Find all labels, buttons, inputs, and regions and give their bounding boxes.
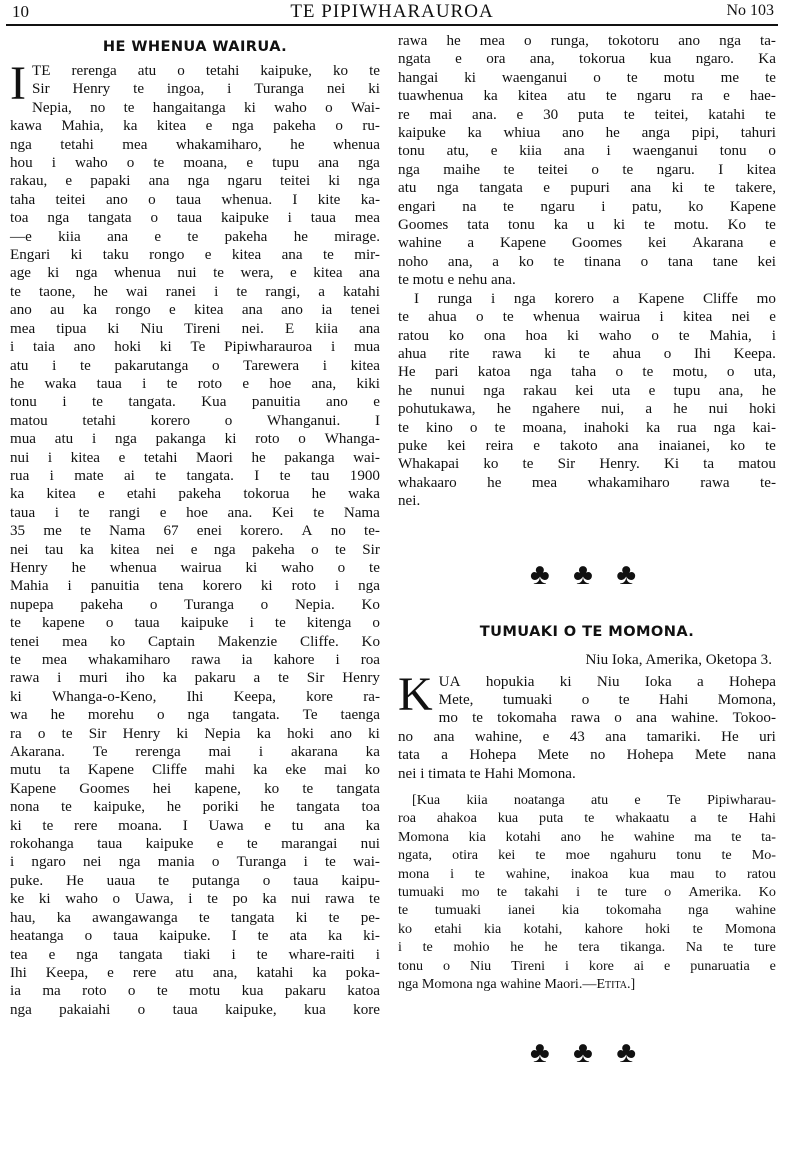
text-line: te motu e nehu ana. (398, 272, 516, 289)
text-line: kawa Mahia, ka kitea e nga pakeha o ru- (10, 118, 380, 135)
text-line: te ahua o te whenua wairua i kitea nei e (398, 309, 776, 326)
text-line: tonu o Niu Tireni i kore ai e punaruatia e (398, 957, 776, 974)
text-line: he waka taua i te roto e hoe ana, kiki (10, 375, 380, 392)
text-line: ngata, otira kei te moe ngahuru tonu te Mo- (398, 847, 776, 864)
text-line: ngata e ora ana, tokorua kua ngaro. Ka (398, 51, 776, 68)
text-line: nei tau ka kitea nei e nga pakeha o te Sir (10, 541, 380, 558)
text-line: heatanga o taua kaipuke. I te ata ka ki- (10, 928, 380, 945)
text-line: tea e nga tangata tiaki i te whare-raiti i (10, 946, 380, 963)
text-line: rakau, e papaki ana nga ngaru teitei ki nga (10, 173, 380, 190)
article-2-body (398, 667, 776, 783)
text-line: rawa i muri iho ka pakaru a te Sir Henry (10, 670, 380, 687)
text-line: i taia ano hoki ki Te Pipiwharauroa i mua (10, 339, 380, 356)
text-line: nei i timata te Hahi Momona. (398, 765, 576, 782)
text-line: Akarana. Te rerenga mai i akarana ka (10, 744, 380, 761)
text-line: Sir Henry te ingoa, i Turanga nei ki (31, 81, 380, 98)
text-line: nga tetahi mea whakamiharo, he whenua (10, 136, 380, 153)
text-line: Ihi Keepa, e rere atu ana, katahi ka poka- (10, 964, 380, 981)
clubs-ornament-2: ♣ ♣ ♣ (529, 1036, 645, 1070)
text-line: puke. He uaua te putanga o taua kaipu- (10, 872, 380, 889)
text-line: ka kitea e etahi pakeha tokorua he waka (10, 486, 380, 503)
text-line: re mai ana. e 30 puta te teitei, katahi te (398, 106, 776, 123)
text-line: tonu i te tangata. Kua panuitia ano e (10, 394, 380, 411)
text-line: mo te tokomaha rawa o ana wahine. Tokoo- (438, 710, 776, 727)
text-line: I runga i nga korero a Kapene Cliffe mo (414, 290, 776, 307)
text-line: atu i te pakarutanga o Tarewera i kitea (10, 357, 380, 374)
text-line: nga pakaiahi o taua kaipuke, kua kore (10, 1001, 380, 1018)
text-line: puke kei reira e takoto ana inaianei, ko te (398, 437, 776, 454)
text-line: tumuaki mo te takahi i te ture o Amerika. Ko (398, 884, 776, 901)
text-line: TE rerenga atu o tetahi kaipuke, ko te (31, 63, 380, 79)
text-line: i ngaro nei nga mania o Turanga i te wai- (10, 854, 380, 871)
issue-number: No 103 (726, 2, 774, 19)
text-line: ko etahi kia kotahi, kahore hoki te Momona (398, 920, 776, 937)
article-heading-2: TUMUAKI O TE MOMONA. (479, 622, 695, 640)
text-line: ki Whanga-o-Keno, Ihi Keepa, kore ra- (10, 688, 380, 705)
text-line: hou i waho o te moana, e tupu ana nga (10, 155, 380, 172)
text-line: nga maihe te teitei o te ngaru. I kitea (398, 161, 776, 178)
text-line: ra o te Sir Henry ki Nepia ka hoki ano ki (10, 725, 380, 742)
right-column (398, 32, 776, 1073)
text-line: whakaaro he mea whakamiharo rawa te- (398, 474, 776, 491)
text-line: no ana wahine, e 43 ana tamariki. He uri (398, 728, 776, 745)
article-body-left (10, 57, 380, 1019)
text-line: mea tipua ki Niu Tireni nei. E kiia ana (10, 320, 380, 337)
page-header (6, 2, 778, 26)
text-line: te kino o te moana, inahoki ka rua nga kai- (398, 419, 776, 436)
text-line: wa he morehu o nga tangata. Te taenga (10, 707, 380, 724)
text-line: nei. (398, 493, 421, 510)
left-column (10, 32, 380, 1019)
text-line: te taone, he wai ranei i te rangi, a katahi (10, 283, 380, 300)
text-line: noho ana, a ko te tinana o tana tane kei (398, 253, 776, 270)
text-line: mua atu i nga pakanga ki roto o Whanga- (10, 431, 380, 448)
newspaper-title: TE PIPIWHARAUROA (290, 1, 494, 22)
text-line: atu nga tangata e pupuri ana ki te takere, (398, 180, 776, 197)
text-line: ratou ko ona hoa ki waho o te Mahia, i (398, 327, 776, 344)
text-line: Nepia, no te hangaitanga ki waho o Wai- (31, 99, 380, 116)
text-line: He pari katoa nga taha o te motu, o uta, (398, 364, 776, 381)
text-line: rua i mate ai te tangata. I te tau 1900 (10, 467, 380, 484)
text-line: tonu atu, e kiia ana i waenganui tonu o (398, 143, 776, 160)
article-body-right (398, 32, 776, 511)
text-line: nui i kitea e tetahi Maori he pakanga wai- (10, 449, 380, 466)
text-line: kaipuke ka whiua ano he anga pipi, tahuri (398, 125, 776, 142)
text-line: taua i te rangi e hoe ana. Kei te Nama (10, 504, 380, 521)
text-line: ia ma roto o te motu kua pakaru katoa (10, 983, 380, 1000)
text-line: te kapene o taua kaipuke i te kitenga o (10, 615, 380, 632)
text-line: pohutukawa, he ngahere nui, a he nui hoki (398, 401, 776, 418)
text-line: rokohanga taua kaipuke e te marangai nui (10, 836, 380, 853)
text-line: Whakapai ko te Sir Henry. Ki ta matou (398, 456, 776, 473)
text-line: tuawhenua ka kitea atu te ngaru ra e hae- (398, 88, 776, 105)
text-line: 35 me te Nama 67 enei korero. A no te- (10, 523, 380, 540)
text-line: wahine a Kapene Goomes kei Akarana e (398, 235, 776, 252)
text-line: he nunui nga rakau kei uta e tupu ana, he (398, 382, 776, 399)
clubs-ornament: ♣ ♣ ♣ (529, 557, 645, 591)
editor-signature: Etita.] (596, 976, 636, 993)
text-line: —e kiia ana e te pakeha he mirage. (10, 228, 380, 245)
text-line: nupepa pakeha o Turanga o Nepia. Ko (10, 596, 380, 613)
drop-cap-2: K (398, 667, 433, 721)
text-line: Momona kia kotahi ano he wahine ma te ta- (398, 828, 776, 845)
text-line: nga Momona nga wahine Maori.— Etita.] (398, 976, 636, 993)
text-line: ahua rite rawa ki te ahua o Ihi Keepa. (398, 345, 776, 362)
editor-note (398, 791, 776, 993)
text-line: ke ki waho o Uawa, i te po ka nui rawa te (10, 891, 380, 908)
text-line: i te mohio he he tera tikanga. Na te ture (398, 939, 776, 956)
text-line: Henry he whenua wairua ki waho o te (10, 559, 380, 576)
drop-cap: I (10, 57, 26, 110)
text-line: tenei mea ko Captain Makenzie Cliffe. Ko (10, 633, 380, 650)
text-line: taha teitei ano o taua whenua. I kite ka- (10, 191, 380, 208)
text-line: toa nga tangata o taua kaipuke i taua mea (10, 210, 380, 227)
text-line: hau, ka awangawanga te tangata ki te pe- (10, 909, 380, 926)
text-line: Mete, tumuaki o te Hahi Momona, (438, 691, 776, 708)
text-line: mutu ta Kapene Cliffe mahi ka eke mai ko (10, 762, 380, 779)
page-number: 10 (12, 2, 29, 21)
text-line: hangai ki waenganui o te motu me te (398, 69, 776, 86)
text-line: Kapene Goomes hei kapene, ko te tangata (10, 780, 380, 797)
text-line: engari na te ngaru i patu, ko Kapene (398, 198, 776, 215)
text-line: mona i te wahine, inakoa kua mau to ratou (398, 865, 776, 882)
text-line: roa ahakoa kua puta te whakaatu a te Hahi (398, 810, 776, 827)
text-line: Mahia i panuitia tena korero ki roto i nga (10, 578, 380, 595)
text-line: Engari ki taku rongo e kitea ana te mir- (10, 247, 380, 264)
text-line: age ki nga whenua nui te wera, e kitea ana (10, 265, 380, 282)
text-line: UA hopukia ki Niu Ioka a Hohepa (438, 673, 776, 690)
text-line: matou tetahi korero o Whanganui. I (10, 412, 380, 429)
dateline: Niu Ioka, Amerika, Oketopa 3. (585, 651, 772, 668)
text-line: te mea whakamiharo rawa ia kahore i roa (10, 652, 380, 668)
text-line: ano au ka rongo e kitea ana ano ia tenei (10, 302, 380, 319)
text-line: tata a Hohepa Mete no Hohepa Mete nana (398, 747, 776, 764)
text-line: rawa he mea o runga, tokotoru ano nga ta- (398, 33, 776, 49)
article-heading: HE WHENUA WAIRUA. (102, 38, 288, 55)
text-line: te tumuaki ianei kia tokomaha nga wahine (398, 902, 776, 919)
text-line: ki te rere moana. I Uawa e tu ana ka (10, 817, 380, 834)
text-line: nona te kaipuke, he poriki he tangata toa (10, 799, 380, 816)
text-line: Goomes tata tonu ka u ki te motu. Ko te (398, 217, 776, 234)
text-line: [Kua kiia noatanga atu e Te Pipiwharau- (412, 792, 776, 808)
